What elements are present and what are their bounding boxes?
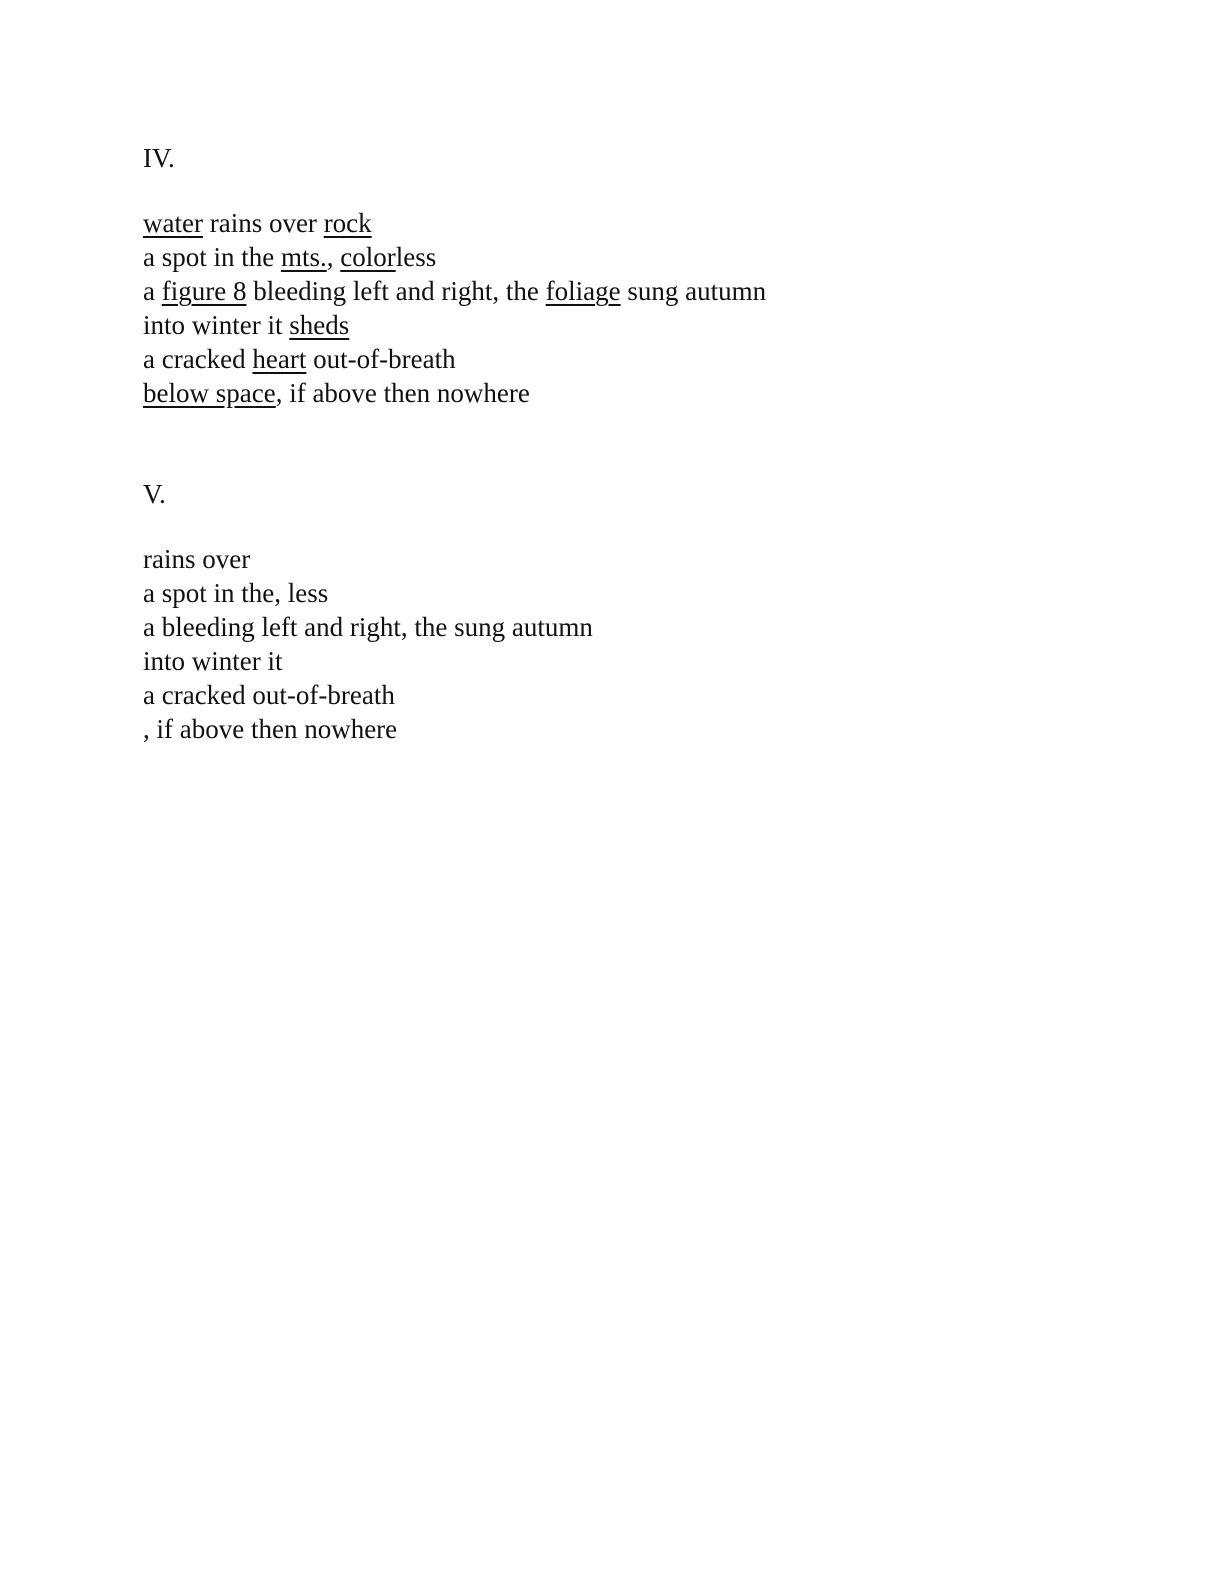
underlined-word: below space <box>143 378 276 408</box>
underlined-word: sheds <box>289 310 350 340</box>
poem-line: , if above then nowhere <box>143 714 398 744</box>
line-text: a cracked <box>143 344 253 374</box>
poem-line: a bleeding left and right, the sung autumn <box>143 612 593 642</box>
section-iv <box>143 138 1093 410</box>
underlined-word: color <box>340 242 396 272</box>
underlined-word: water <box>143 208 203 238</box>
underlined-word: foliage <box>545 276 621 306</box>
line-text: , <box>326 242 341 272</box>
line-text: sung autumn <box>620 276 767 306</box>
poem-line <box>143 376 1093 410</box>
poem-line: a cracked out-of-breath <box>143 680 395 710</box>
line-text: out-of-breath <box>306 344 456 374</box>
section-heading: V. <box>143 479 166 509</box>
line-text: , if above then nowhere <box>275 378 530 408</box>
underlined-word: figure 8 <box>161 276 247 306</box>
stanza <box>143 542 1093 746</box>
poem-line <box>143 308 1093 342</box>
line-text: a <box>143 276 162 306</box>
poem-line <box>143 274 1093 308</box>
line-text: bleeding left and right, the <box>246 276 546 306</box>
poem-line: a spot in the, less <box>143 578 329 608</box>
underlined-word: heart <box>252 344 307 374</box>
underlined-word: rock <box>323 208 372 238</box>
section-heading: IV. <box>143 143 175 173</box>
poem-page <box>143 138 1093 746</box>
line-text: less <box>395 242 437 272</box>
poem-line: rains over <box>143 544 251 574</box>
poem-line <box>143 240 1093 274</box>
poem-line: into winter it <box>143 646 283 676</box>
poem-line <box>143 342 1093 376</box>
poem-line <box>143 206 1093 240</box>
line-text: a spot in the <box>143 242 281 272</box>
section-v <box>143 474 1093 746</box>
stanza <box>143 206 1093 410</box>
line-text: rains over <box>202 208 324 238</box>
line-text: into winter it <box>143 310 290 340</box>
underlined-word: mts. <box>280 242 327 272</box>
